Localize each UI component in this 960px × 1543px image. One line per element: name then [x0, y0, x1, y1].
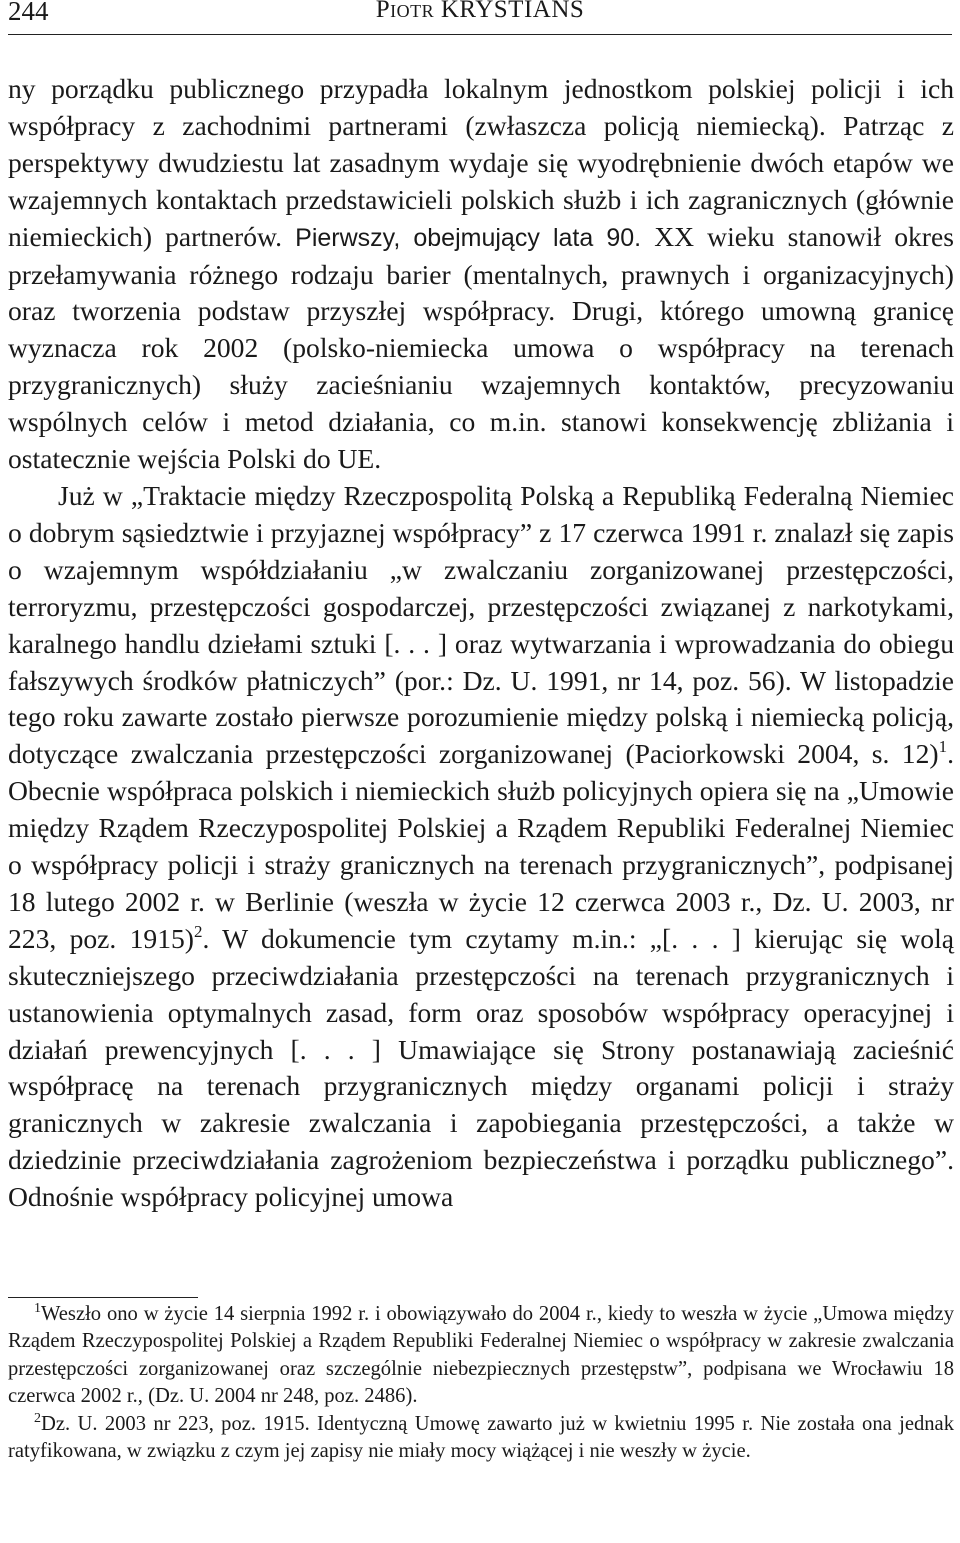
footnote-1-mark: 1: [34, 1301, 41, 1316]
footnote-1: [8, 1301, 954, 1411]
body-text: [8, 71, 954, 1216]
paragraph-2-text-3: . W dokumencie tym czytamy m.in.: „[. . . ] kierując się wolą skuteczniejszego przeciwdziałania przestępczości na terenach przygranicznych i ustanowienia optymalnych zasad, form oraz sposobów współpracy operacyjnej i działań prewencyjnych [. . . ] Umawiające się Strony postanawiają zacieśnić współpracę na terenach przygranicznych między organami policji i straży granicznych w zakresie zwalczania i zapobiegania przestępczości, a także w dziedzinie przeciwdziałania zagrożeniom bezpieczeństwa i porządku publicznego”. Odnośnie współpracy policyjnej umowa: [8, 922, 954, 1213]
footnote-2: [8, 1411, 954, 1466]
footnotes: [8, 1301, 954, 1465]
footnote-2-mark: 2: [34, 1410, 41, 1426]
page-number: 244: [8, 0, 49, 26]
paragraph-1-rest: XX wieku stanowił okres przełamywania różnego rodzaju barier (mentalnych, prawnych i organizacyjnych) oraz tworzenia podstaw przyszłej współpracy. Drugi, którego umowną granicę wyznacza rok 2002 (polsko-niemiecka umowa o współpracy na terenach przygranicznych) służy zacieśnianiu wzajemnych kontaktów, precyzowaniu wspólnych celów i metod działania, co m.in. stanowi konsekwencję zbliżania i ostatecznie wejścia Polski do UE.: [8, 220, 954, 475]
footnote-rule: [8, 1297, 198, 1298]
paragraph-2-text-2: . Obecnie współpraca polskich i niemieckich służb policyjnych opiera się na „Umowie między Rządem Rzeczypospolitej Polskiej a Rządem Republiki Federalnej Niemiec o współpracy policji i straży granicznych na terenach przygranicznych”, podpisanej 18 lutego 2002 r. w Berlinie (weszła w życie 12 czerwca 2003 r., Dz. U. 2003, nr 223, poz. 1915): [8, 738, 954, 954]
paragraph-1: [8, 71, 954, 478]
running-title: [8, 0, 952, 24]
paragraph-1-lead: ny porządku publicznego przypadła lokalnym jednostkom polskiej policji i ich współpracy z zachodnimi partnerami (zwłaszcza policją niemiecką). Patrząc z perspektywy dwudziestu lat zasadnym wydaje się wyodrębnienie dwóch etapów we wzajemnych kontaktach przedstawicieli polskich służb i ich zagranicznych (głównie niemieckich) partnerów.: [8, 73, 954, 252]
header-rule: [8, 34, 952, 35]
footnote-ref-1[interactable]: 1: [938, 737, 948, 757]
paragraph-2-text-1: Już w „Traktacie między Rzeczpospolitą Polską a Republiką Federalną Niemiec o dobrym sąsiedztwie i przyjaznej współpracy” z 17 czerwca 1991 r. znalazł się zapis o wzajemnym współdziałaniu „w zwalczaniu zorganizowanej przestępczości, terroryzmu, przestępczości gospodarczej, przestępczości związanej z narkotykami, karalnego handlu dziełami sztuki [. . . ] oraz wytwarzania i wprowadzania do obiegu fałszywych środków płatniczych” (por.: Dz. U. 1991, nr 14, poz. 56). W listopadzie tego roku zawarte zostało pierwsze porozumienie między polską i niemiecką policją, dotyczące zwalczania przestępczości zorganizowanej (Paciorkowski 2004, s. 12): [8, 479, 954, 770]
paragraph-2: [8, 478, 954, 1216]
author-first-name: Piotr: [375, 0, 435, 23]
footnote-2-text: Dz. U. 2003 nr 223, poz. 1915. Identyczną Umowę zawarto już w kwietniu 1995 r. Nie została ona jednak ratyfikowana, w związku z czym jej zapisy nie miały mocy wiążącej i nie weszły w życie.: [8, 1412, 954, 1463]
author-last-name: KRYSTIANS: [440, 0, 585, 23]
running-header: [8, 0, 952, 24]
footnote-ref-2[interactable]: 2: [193, 921, 203, 941]
footnote-1-text: Weszło ono w życie 14 sierpnia 1992 r. i obowiązywało do 2004 r., kiedy to weszła w życie „Umowa między Rządem Rzeczypospolitej Polskiej a Rządem Republiki Federalnej Niemiec o współpracy w zakresie zwalczania przestępczości zorganizowanej oraz szczególnie niebezpiecznych przestępstw”, podpisana we Wrocławiu 18 czerwca 2002 r., (Dz. U. 2004 nr 248, poz. 2486).: [8, 1303, 954, 1408]
paragraph-1-sans-fragment: Pierwszy, obejmujący lata 90.: [295, 223, 642, 252]
